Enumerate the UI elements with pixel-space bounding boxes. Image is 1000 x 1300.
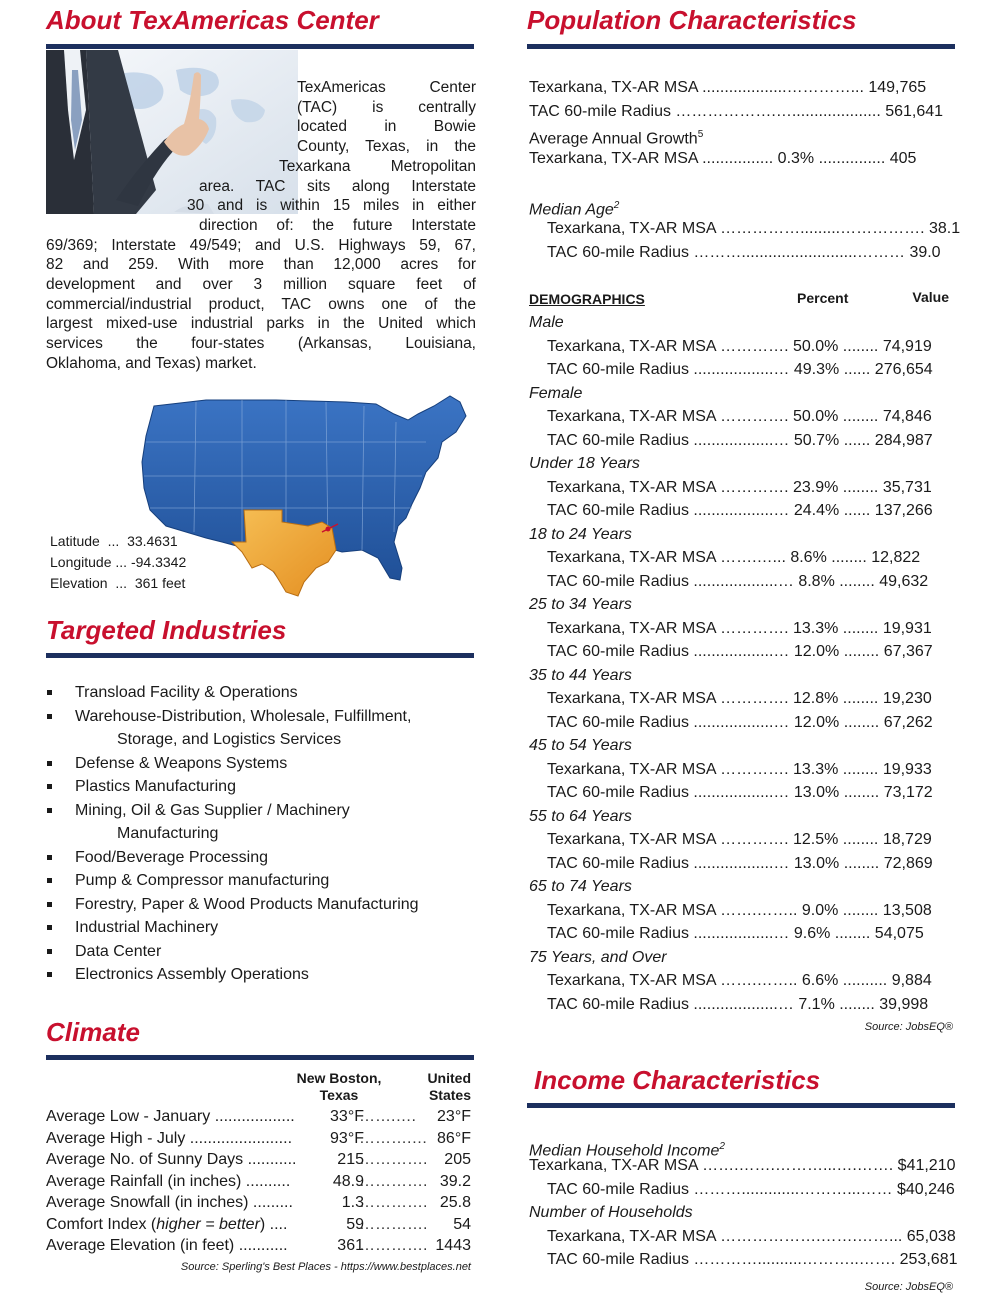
median-age-label-row: [529, 194, 953, 218]
industries-title: Targeted Industries: [46, 615, 287, 645]
climate-value-us: 205: [444, 1151, 471, 1168]
latitude-label: Latitude: [50, 533, 100, 549]
industry-text: Forestry, Paper & Wood Products Manufacturing: [75, 895, 419, 913]
industry-item: [46, 775, 476, 799]
demographic-radius-row: TAC 60-mile Radius ..................… 13.0% ........ 72,869: [547, 854, 933, 872]
industry-item: [46, 869, 476, 893]
industry-text: Industrial Machinery: [75, 919, 219, 936]
about-line: 30 and is within 15 miles in either: [187, 197, 476, 215]
demographic-radius-row: TAC 60-mile Radius ...................… 7.1% ........ 39,998: [547, 995, 929, 1013]
about-line: services the four-states (Arkansas, Louisiana,: [46, 335, 476, 353]
longitude-value: -94.3342: [130, 554, 187, 570]
households-label-row: Number of Households: [529, 1204, 693, 1221]
climate-dots: ………….: [359, 1151, 428, 1168]
climate-row: [46, 1171, 476, 1193]
about-line: Texarkana Metropolitan: [279, 157, 476, 175]
industry-item: [46, 681, 476, 705]
demographic-msa-row: Texarkana, TX-AR MSA …….…... 8.6% ........ 12,822: [547, 549, 921, 566]
climate-col2-header: [427, 1070, 471, 1104]
median-income-label-row: [529, 1136, 953, 1160]
climate-title: Climate: [46, 1017, 140, 1047]
climate-label: Average Elevation (in feet) ...........: [46, 1237, 288, 1254]
climate-row: [46, 1235, 476, 1257]
demographic-group-label: Female: [529, 384, 583, 402]
about-line: 82 and 259. With more than 12,000 acres for: [46, 256, 476, 274]
about-line: located in Bowie: [297, 118, 476, 136]
demographic-group-label: 55 to 64 Years: [529, 807, 632, 825]
about-body: [46, 78, 476, 374]
longitude-row: [50, 552, 186, 573]
about-line: largest mixed-use industrial parks in the United which: [46, 315, 476, 333]
industry-text: Plastics Manufacturing: [75, 778, 236, 795]
about-line: (TAC) is centrally: [297, 98, 476, 116]
population-msa-row: Texarkana, TX-AR MSA ...................…………... 149,765: [529, 79, 927, 96]
industry-item: [46, 916, 476, 940]
industry-text: Warehouse-Distribution, Wholesale, Fulfillment,: [75, 707, 412, 725]
climate-value-us: 23°F: [437, 1108, 471, 1125]
elevation-row: [50, 573, 186, 594]
climate-label: Average Rainfall (in inches) ..........: [46, 1172, 291, 1190]
demographics-rows: [529, 311, 953, 1016]
climate-value-us: 86°F: [437, 1129, 471, 1147]
demographics-source: Source: JobsEQ®: [864, 1021, 953, 1033]
about-rule: [46, 44, 474, 49]
industries-rule: [46, 653, 474, 658]
climate-value-local: 48.9: [332, 1172, 364, 1190]
elevation-dots: ...: [107, 575, 135, 591]
about-title: About TexAmericas Center: [46, 5, 379, 35]
demographic-radius-row: TAC 60-mile Radius ..................… 24.4% ...... 137,266: [547, 502, 933, 519]
latitude-value: 33.4631: [127, 533, 178, 549]
climate-rows: [46, 1106, 476, 1257]
elevation-value: 361 feet: [134, 575, 186, 591]
climate-value-local: 1.3: [341, 1194, 364, 1211]
demographic-group-label: 35 to 44 Years: [529, 666, 632, 684]
coordinates-block: [50, 531, 186, 594]
growth-label: Average Annual Growth: [529, 130, 698, 148]
demographic-msa-row: Texarkana, TX-AR MSA …………. 50.0% ........ 74,846: [547, 408, 932, 425]
climate-dots: ………….: [359, 1194, 428, 1211]
demographic-group-label: 18 to 24 Years: [529, 525, 632, 543]
elevation-label: Elevation: [50, 575, 108, 591]
demographic-radius-row: TAC 60-mile Radius ..................… 12.0% ........ 67,367: [547, 643, 933, 660]
climate-label: Average Low - January ..................: [46, 1108, 295, 1125]
population-rule: [527, 44, 955, 49]
industry-text: Data Center: [75, 942, 162, 960]
climate-col1-header: [288, 1070, 390, 1104]
demographic-group-label: 25 to 34 Years: [529, 596, 632, 613]
median-age-sup: 2: [613, 199, 620, 211]
climate-source: Source: Sperling's Best Places - https://www.bestplaces.net: [180, 1260, 471, 1273]
demographic-msa-row: Texarkana, TX-AR MSA …………. 13.3% ........ 19,931: [547, 619, 932, 637]
climate-label: Average No. of Sunny Days ...........: [46, 1151, 297, 1168]
longitude-label: Longitude: [50, 554, 112, 570]
climate-header: [46, 1070, 476, 1106]
demographic-msa-row: Texarkana, TX-AR MSA …….…….. 6.6% .......... 9,884: [547, 972, 932, 989]
about-line: Oklahoma, and Texas) market.: [46, 354, 257, 372]
climate-row: [46, 1106, 476, 1128]
longitude-dots: ...: [111, 554, 131, 570]
demographic-radius-row: TAC 60-mile Radius ..................… 49.3% ...... 276,654: [547, 361, 933, 378]
growth-sup: 5: [697, 129, 704, 140]
demographics-header: [529, 288, 953, 312]
industry-text-cont: Storage, and Logistics Services: [117, 731, 342, 748]
climate-label: Average Snowfall (in inches) .........: [46, 1194, 293, 1211]
about-line: 69/369; Interstate 49/549; and U.S. Highways 59, 67,: [46, 236, 476, 254]
industry-item: [46, 799, 476, 846]
climate-value-local: 93°F: [330, 1129, 364, 1147]
demographics-percent-head: Percent: [797, 290, 849, 306]
climate-rule: [46, 1055, 474, 1060]
climate-col2-header-line: States: [428, 1087, 471, 1103]
climate-value-local: 361: [337, 1237, 364, 1254]
demographic-msa-row: Texarkana, TX-AR MSA …………. 12.5% ........ 18,729: [547, 831, 932, 848]
industry-item: [46, 963, 476, 987]
climate-value-us: 39.2: [439, 1172, 471, 1190]
climate-dots: ……….…: [359, 1129, 428, 1147]
demographics-heading: DEMOGRAPHICS: [529, 291, 645, 307]
climate-value-local: 215: [337, 1151, 364, 1168]
industry-text: Pump & Compressor manufacturing: [75, 872, 330, 889]
demographic-radius-row: TAC 60-mile Radius ...................… 8.8% ........ 49,632: [547, 572, 929, 590]
climate-row: [46, 1128, 476, 1150]
climate-row: [46, 1149, 476, 1171]
climate-dots: ………….: [359, 1237, 428, 1254]
climate-col2-header-line: United: [427, 1070, 471, 1086]
growth-msa-row: Texarkana, TX-AR MSA ................ 0.3% ............... 405: [529, 149, 917, 167]
climate-col1-header-line: New Boston,: [296, 1070, 382, 1086]
climate-value-us: 54: [453, 1215, 471, 1233]
climate-col1-header-line: Texas: [319, 1087, 359, 1103]
about-line: direction of: the future Interstate: [199, 216, 476, 234]
industry-text: Transload Facility & Operations: [75, 684, 298, 701]
demographic-msa-row: Texarkana, TX-AR MSA …………. 13.3% ........ 19,933: [547, 760, 932, 778]
industry-item: [46, 893, 476, 917]
climate-value-local: 59: [346, 1215, 364, 1233]
climate-dots: …….….: [359, 1108, 416, 1125]
climate-row: [46, 1192, 476, 1214]
about-line: TexAmericas Center: [297, 79, 476, 96]
about-line: County, Texas, in the: [297, 138, 476, 156]
climate-label: Average High - July .......................: [46, 1129, 293, 1147]
about-line: development and over 3 million square feet of: [46, 276, 476, 294]
spacer: [529, 170, 953, 194]
income-rule: [527, 1103, 955, 1108]
households-radius-row: TAC 60-mile Radius …………..........………..……. 253,681: [547, 1251, 958, 1268]
climate-dots: ………….: [359, 1215, 428, 1233]
growth-label-row: [529, 123, 953, 147]
climate-value-us: 25.8: [439, 1194, 471, 1211]
demographic-radius-row: TAC 60-mile Radius ..................… 12.0% ........ 67,262: [547, 713, 933, 731]
about-line: commercial/industrial product, TAC owns one of the: [46, 295, 476, 313]
industry-text: Mining, Oil & Gas Supplier / Machinery: [75, 801, 350, 819]
median-income-msa-row: Texarkana, TX-AR MSA …….…….………...….……. $41,210: [529, 1157, 956, 1174]
industry-item: [46, 752, 476, 776]
income-source: Source: JobsEQ®: [864, 1281, 953, 1293]
climate-value-local: 33°F: [330, 1108, 364, 1125]
industry-item: [46, 705, 476, 752]
demographic-msa-row: Texarkana, TX-AR MSA …………. 12.8% ........ 19,230: [547, 690, 932, 707]
climate-table: [46, 1070, 476, 1273]
latitude-row: [50, 531, 186, 552]
demographic-msa-row: Texarkana, TX-AR MSA …………. 23.9% ........ 35,731: [547, 478, 932, 496]
demographic-group-label: 65 to 74 Years: [529, 878, 632, 895]
population-title: Population Characteristics: [527, 5, 857, 35]
latitude-dots: ...: [99, 533, 128, 549]
demographic-group-label: Male: [529, 314, 564, 331]
industry-item: [46, 940, 476, 964]
industry-text: Electronics Assembly Operations: [75, 966, 309, 983]
industry-text: Defense & Weapons Systems: [75, 754, 288, 772]
population-block: [529, 76, 961, 264]
industry-text: Food/Beverage Processing: [75, 848, 268, 866]
households-msa-row: Texarkana, TX-AR MSA ……………….…….……... 65,038: [547, 1227, 956, 1245]
climate-value-us: 1443: [435, 1237, 471, 1254]
income-block: [529, 1136, 958, 1272]
population-radius-row: TAC 60-mile Radius ……………….….................... 561,641: [529, 102, 944, 120]
median-income-sup: 2: [719, 1141, 725, 1152]
median-age-msa-row: Texarkana, TX-AR MSA …………….........……………. 38.1: [547, 220, 961, 237]
climate-label: Comfort Index (higher = better) ....: [46, 1215, 288, 1233]
demographic-msa-row: Texarkana, TX-AR MSA …………. 50.0% ........ 74,919: [547, 337, 932, 355]
median-income-radius-row: TAC 60-mile Radius ……….............………...…… $40,246: [547, 1180, 955, 1198]
about-line: area. TAC sits along Interstate: [199, 177, 476, 195]
demographic-radius-row: TAC 60-mile Radius ..................… 50.7% ...... 284,987: [547, 431, 933, 449]
income-title: Income Characteristics: [534, 1065, 821, 1095]
climate-dots: ………….: [359, 1172, 428, 1190]
demographics-value-head: Value: [912, 289, 949, 305]
median-age-label: Median Age: [529, 200, 614, 218]
industries-list: [46, 681, 476, 987]
demographic-msa-row: Texarkana, TX-AR MSA …….…….. 9.0% ........ 13,508: [547, 901, 932, 919]
demographic-group-label: 75 Years, and Over: [529, 948, 667, 966]
climate-row: [46, 1214, 476, 1236]
median-age-radius-row: TAC 60-mile Radius ………..........................……… 39.0: [547, 243, 941, 261]
demographic-group-label: 45 to 54 Years: [529, 737, 632, 754]
industry-text-cont: Manufacturing: [117, 825, 219, 842]
industry-item: [46, 846, 476, 870]
demographic-radius-row: TAC 60-mile Radius ..................… 9.6% ........ 54,075: [547, 925, 924, 942]
demographic-radius-row: TAC 60-mile Radius ..................… 13.0% ........ 73,172: [547, 784, 933, 801]
demographic-group-label: Under 18 Years: [529, 455, 640, 472]
median-income-label: Median Household Income: [529, 1142, 720, 1160]
